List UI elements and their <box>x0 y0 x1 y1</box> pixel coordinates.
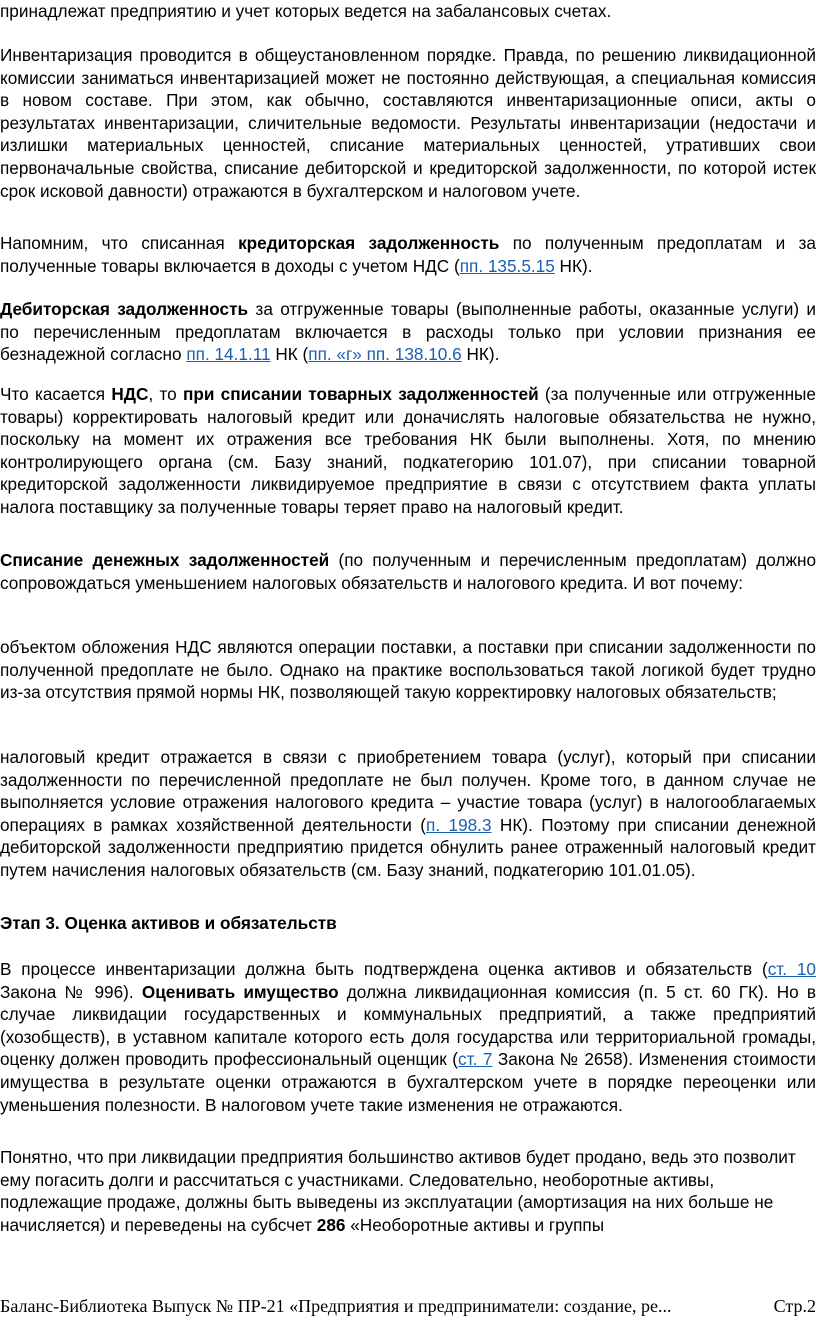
text-run: этому при списании денежной дебиторской задолженности предприятию придется обнулить ранее отраженный налоговый кредит путем начисления налоговых обязательств (см. Базу знаний, подкатегорию 101.01.05). <box>0 814 816 880</box>
bold-term: Оценивать имущество <box>141 981 339 1002</box>
text-run: НК). <box>461 344 500 365</box>
text-run: налоговый кредит отражается в связи с приобретением товара (услуг), который при списании задолженности по перечисленной предоплате не был получен. Кроме того, в данном случае не выполняется условие отражения налогового кредита – участие товара (услуг) в налогооблагаемых операциях в рамках хозяйственной деятельности ( <box>0 747 816 835</box>
link-st-10[interactable]: ст. 10 <box>767 959 816 979</box>
paragraph-cash-debts <box>0 549 816 594</box>
link-st-7[interactable]: ст. 7 <box>458 1049 493 1070</box>
page-number: Стр.2 <box>768 1296 816 1317</box>
link-p-198-3[interactable]: п. 198.3 <box>426 814 492 835</box>
bold-term: при списании товарных задолженностей <box>182 384 539 404</box>
paragraph-debtor-debt <box>0 298 816 366</box>
text-run: по полученным предоплатам и за полученные товары включается в доходы с учетом НДС ( <box>0 233 816 276</box>
bold-term: Дебиторская задолженность <box>0 299 249 319</box>
page-footer <box>0 1296 816 1317</box>
text-run: (за полученные или отгруженные товары) корректировать налоговый кредит или доначислять налоговые обязательства не нужно, поскольку на момент их отражения все требования НК были выполнены. Хотя, по мнению контролирующего органа (см. Базу знаний, подкатегорию 101.07), при списании товарной кредиторской задолженности ликвидируемое предприятие в связи с отсутствием факта уплаты налога поставщику за полученные товары теряет право на налоговый кредит. <box>0 384 816 517</box>
paragraph-creditor-debt <box>0 232 816 277</box>
bold-term: Списание денежных задолженностей <box>0 550 330 570</box>
text-run: за отгруженные товары (выполненные работы, оказанные услуги) и по перечисленным предоплатам включается в расходы только при условии признания ее безнадежной согласно <box>0 299 816 365</box>
link-pp-135-5-15[interactable]: пп. 135.5.15 <box>459 255 555 276</box>
paragraph-asset-sale <box>0 1146 816 1236</box>
text-run: Закона № 2658). Изменения стоимости имущества в результате оценки отражаются в бухгалтерском учете в порядке переоценки или уменьшения полезности. В налоговом учете такие изменения не отражаются. <box>0 1049 816 1115</box>
paragraph-asset-valuation <box>0 958 816 1116</box>
text-run: Понятно, что при ликвидации предприятия большинство активов будет продано, ведь это позволит ему погасить долги и рассчитаться с участниками. Следовательно, необоротные активы, подлежащие продаже, должны быть выведены из эксплуатации (амортизация на них больше не начисляется) и переведены на субсчет <box>0 1147 796 1235</box>
paragraph-inventory: Инвентаризация проводится в общеустановленном порядке. Правда, по решению ликвидационной комиссии заниматься инвентаризацией может не постоянно действующая, а специальная комиссия в новом составе. При этом, как обычно, составляются инвентаризационные описи, акты о результатах инвентаризации, сличительные ведомости. Результаты инвентаризации (недостачи и излишки материальных ценностей, списание материальных ценностей, утративших свои первоначальные свойства, списание дебиторской и кредиторской задолженности, по которой истек срок исковой давности) отражаются в бухгалтерском и налоговом учете. <box>0 45 816 201</box>
text-run: «Необоротные активы и группы <box>345 1214 605 1235</box>
paragraph-tax-credit <box>0 746 816 882</box>
bold-term: кредиторская задолженность <box>238 233 500 253</box>
paragraph-vat-object: объектом обложения НДС являются операции поставки, а поставки при списании задолженности по полученной предоплате не было. Однако на практике воспользоваться такой логикой будет трудно из-за отсутствия прямой нормы НК, позволяющей такую корректировку налоговых обязательств; <box>0 637 816 703</box>
paragraph-vat <box>0 383 816 519</box>
text-run: НК ( <box>270 344 309 365</box>
footer-title: Баланс-Библиотека Выпуск № ПР-21 «Предприятия и предприниматели: создание, ре... <box>0 1296 672 1316</box>
text-run: должна ликвидационная комиссия (п. 5 ст. 60 ГК). Но в случае ликвидации государственных и коммунальных предприятий, а также предприятий (хозобществ), в уставном капитале которого есть доля государства или территориальной громады, оценку должен проводить профессиональный оценщик ( <box>0 981 816 1070</box>
text-run: Закона № 996). <box>0 981 142 1002</box>
text-run: НК). <box>554 255 593 276</box>
text-run: В процессе инвентаризации должна быть подтверждена оценка активов и обязательств ( <box>0 959 768 979</box>
bold-term: 286 <box>316 1214 346 1235</box>
link-pp-138-10-6[interactable]: пп. «г» пп. 138.10.6 <box>308 344 462 365</box>
text-run: (по полученным и перечисленным предоплатам) должно сопровождаться уменьшением налоговых обязательств и налогового кредита. И вот почему: <box>0 550 816 593</box>
bold-term: НДС <box>111 384 149 404</box>
text-run: НК). По <box>491 814 564 835</box>
text-run: , то <box>148 384 183 404</box>
section-heading: Этап 3. Оценка активов и обязательств <box>0 913 337 933</box>
text-run: Напомним, что списанная <box>0 233 239 253</box>
text-run: Что касается <box>0 384 112 404</box>
link-pp-14-1-11[interactable]: пп. 14.1.11 <box>186 344 271 365</box>
paragraph-offbalance: принадлежат предприятию и учет которых ведется на забалансовых счетах. <box>0 1 612 21</box>
